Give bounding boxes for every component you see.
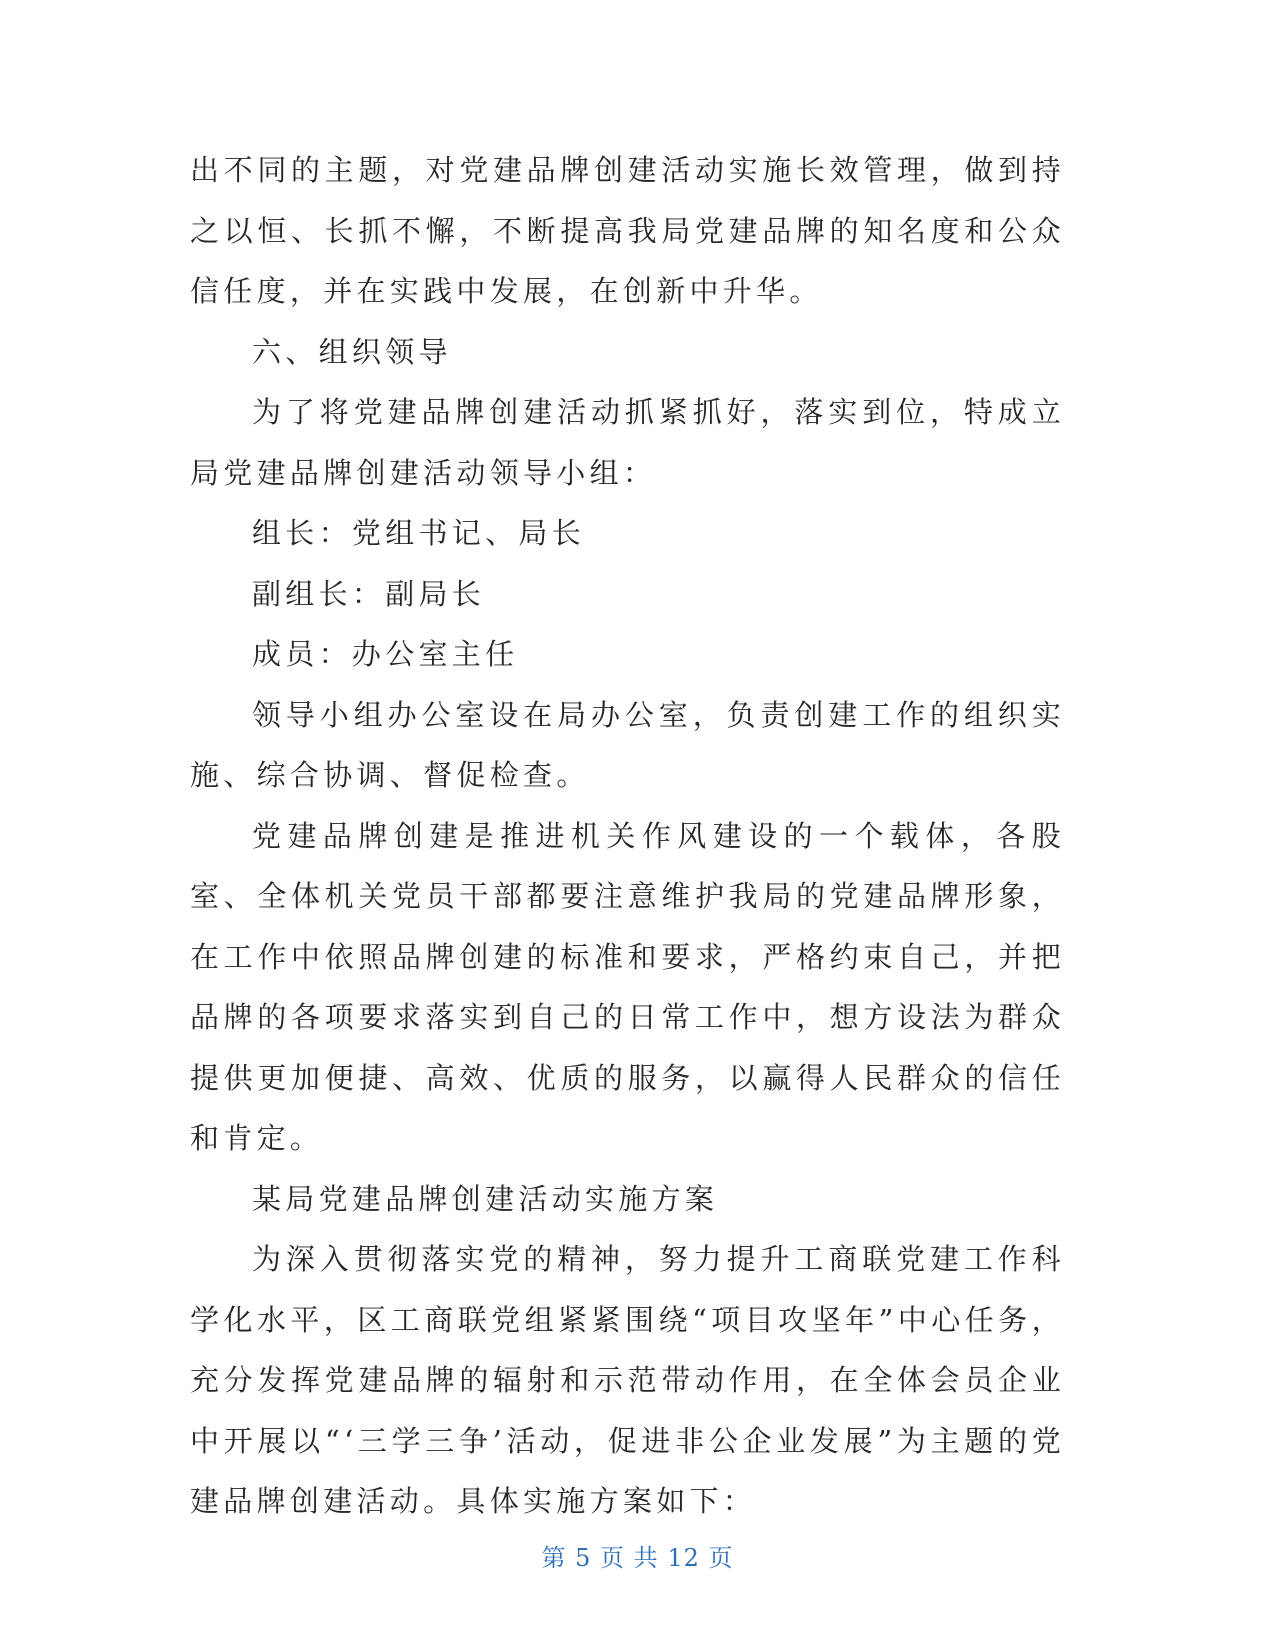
footer-prefix: 第 bbox=[541, 1544, 567, 1572]
page-footer bbox=[0, 1538, 1275, 1573]
paragraph-continuation: 出不同的主题，对党建品牌创建活动实施长效管理，做到持之以恒、长抓不懈，不断提高我局党建品牌的知名度和公众信任度，并在实践中发展，在创新中升华。 bbox=[190, 153, 1065, 308]
document-body bbox=[190, 140, 1065, 1532]
footer-current-page: 5 bbox=[575, 1544, 592, 1572]
paragraph-office: 领导小组办公室设在局办公室，负责创建工作的组织实施、综合协调、督促检查。 bbox=[190, 697, 1065, 792]
paragraph-plan-intro: 为深入贯彻落实党的精神，努力提升工商联党建工作科学化水平，区工商联党组紧紧围绕“项目攻坚年”中心任务，充分发挥党建品牌的辐射和示范带动作用，在全体会员企业中开展以“‘三学三争’活动，促进非公企业发展”为主题的党建品牌创建活动。具体实施方案如下： bbox=[190, 1242, 1065, 1518]
footer-total-pages: 12 bbox=[667, 1544, 700, 1572]
paragraph-members: 成员：办公室主任 bbox=[252, 637, 519, 671]
footer-suffix: 页 bbox=[708, 1544, 734, 1572]
paragraph-brand-building: 党建品牌创建是推进机关作风建设的一个载体，各股室、全体机关党员干部都要注意维护我局的党建品牌形象，在工作中依照品牌创建的标准和要求，严格约束自己，并把品牌的各项要求落实到自己的日常工作中，想方设法为群众提供更加便捷、高效、优质的服务，以赢得人民群众的信任和肯定。 bbox=[190, 818, 1065, 1155]
paragraph-deputy-leader: 副组长：副局长 bbox=[252, 576, 486, 611]
document-title-plan: 某局党建品牌创建活动实施方案 bbox=[252, 1181, 719, 1216]
footer-middle: 页 共 bbox=[600, 1544, 659, 1572]
paragraph-leading-group: 为了将党建品牌创建活动抓紧抓好，落实到位，特成立局党建品牌创建活动领导小组： bbox=[190, 395, 1065, 490]
paragraph-group-leader: 组长：党组书记、局长 bbox=[252, 516, 586, 550]
section-heading-organization: 六、组织领导 bbox=[252, 334, 452, 369]
